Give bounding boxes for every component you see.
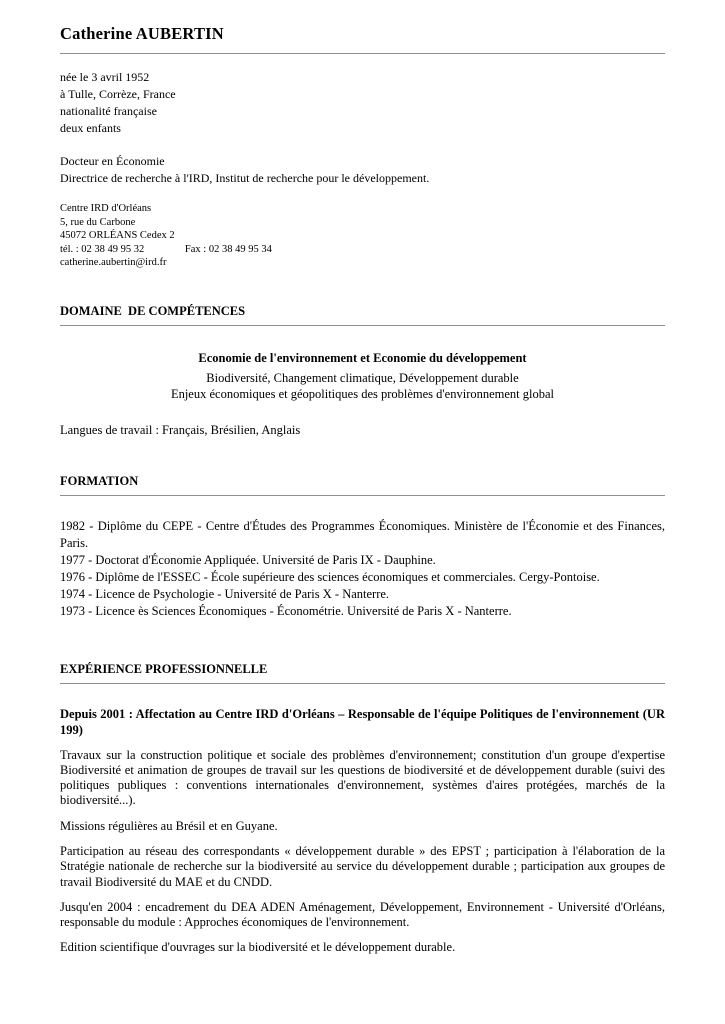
contact-block — [60, 202, 665, 270]
section-heading-formation: FORMATION — [60, 473, 139, 488]
formation-item: 1977 - Doctorat d'Économie Appliquée. Université de Paris IX - Dauphine. — [60, 552, 436, 567]
contact-street: 5, rue du Carbone — [60, 216, 136, 228]
formation-item: 1974 - Licence de Psychologie - Université de Paris X - Nanterre. — [60, 586, 390, 601]
competences-center-line: Biodiversité, Changement climatique, Développement durable — [206, 370, 519, 385]
title-divider — [60, 53, 665, 54]
contact-fax: Fax : 02 38 49 95 34 — [184, 243, 272, 255]
birth-place-line: à Tulle, Corrèze, France — [60, 87, 176, 101]
person-name: Catherine AUBERTIN — [60, 24, 224, 43]
competences-center-line: Enjeux économiques et géopolitiques des problèmes d'environnement global — [170, 387, 555, 401]
position-line: Directrice de recherche à l'IRD, Institut de recherche pour le développement. — [60, 171, 430, 185]
experience-paragraph: Travaux sur la construction politique et sociale des problèmes d'environnement; constitution d'un groupe d'expertise Biodiversité et animation de groupes de travail sur les questions de biodiversité et de développement durable (suivi des politiques publiques : conventions internationales d'environnement, systèmes d'aires protégées, marchés de la biodiversité...). — [60, 747, 665, 808]
experience-position-title: Depuis 2001 : Affectation au Centre IRD d'Orléans – Responsable de l'équipe Politiques de l'environnement (UR 199) — [60, 706, 665, 737]
section-heading-experience: EXPÉRIENCE PROFESSIONNELLE — [60, 661, 268, 676]
experience-paragraph: Jusqu'en 2004 : encadrement du DEA ADEN Aménagement, Développement, Environnement - Université d'Orléans, responsable du module : Approches économiques de l'environnement. — [60, 899, 665, 930]
contact-phone-line — [60, 243, 665, 257]
experience-paragraph: Participation au réseau des correspondants « développement durable » des EPST ; participation à l'élaboration de la Stratégie nationale de recherche sur la biodiversité au service du développement durable ; participation aux groupes de travail Biodiversité du MAE et du CNDD. — [60, 843, 665, 889]
formation-item: 1976 - Diplôme de l'ESSEC - École supérieure des sciences économiques et commerciales. Cergy-Pontoise. — [60, 569, 600, 584]
formation-item: 1973 - Licence ès Sciences Économiques - Économétrie. Université de Paris X - Nanterre. — [60, 603, 512, 618]
birth-date-line: née le 3 avril 1952 — [60, 70, 150, 84]
contact-organization: Centre IRD d'Orléans — [60, 203, 152, 214]
experience-paragraph: Edition scientifique d'ouvrages sur la biodiversité et le développement durable. — [60, 940, 456, 955]
degree-line: Docteur en Économie — [60, 154, 165, 168]
section-heading-competences: DOMAINE DE COMPÉTENCES — [60, 303, 246, 318]
children-line: deux enfants — [60, 121, 121, 135]
formation-divider — [60, 495, 665, 496]
competences-divider — [60, 325, 665, 326]
competences-main-line: Economie de l'environnement et Economie du développement — [198, 350, 527, 365]
formation-list — [60, 518, 665, 620]
experience-paragraph: Missions régulières au Brésil et en Guyane. — [60, 818, 278, 833]
contact-tel: tél. : 02 38 49 95 32 — [60, 243, 145, 255]
personal-info-block — [60, 69, 665, 137]
nationality-line: nationalité française — [60, 104, 157, 118]
formation-item: 1982 - Diplôme du CEPE - Centre d'Études des Programmes Économiques. Ministère de l'Économie et des Finances, Paris. — [60, 518, 665, 550]
contact-email: catherine.aubertin@ird.fr — [60, 257, 167, 268]
experience-divider — [60, 683, 665, 684]
working-languages-line: Langues de travail : Français, Brésilien, Anglais — [60, 422, 301, 437]
contact-city: 45072 ORLÉANS Cedex 2 — [60, 230, 175, 241]
professional-titles-block — [60, 153, 665, 187]
